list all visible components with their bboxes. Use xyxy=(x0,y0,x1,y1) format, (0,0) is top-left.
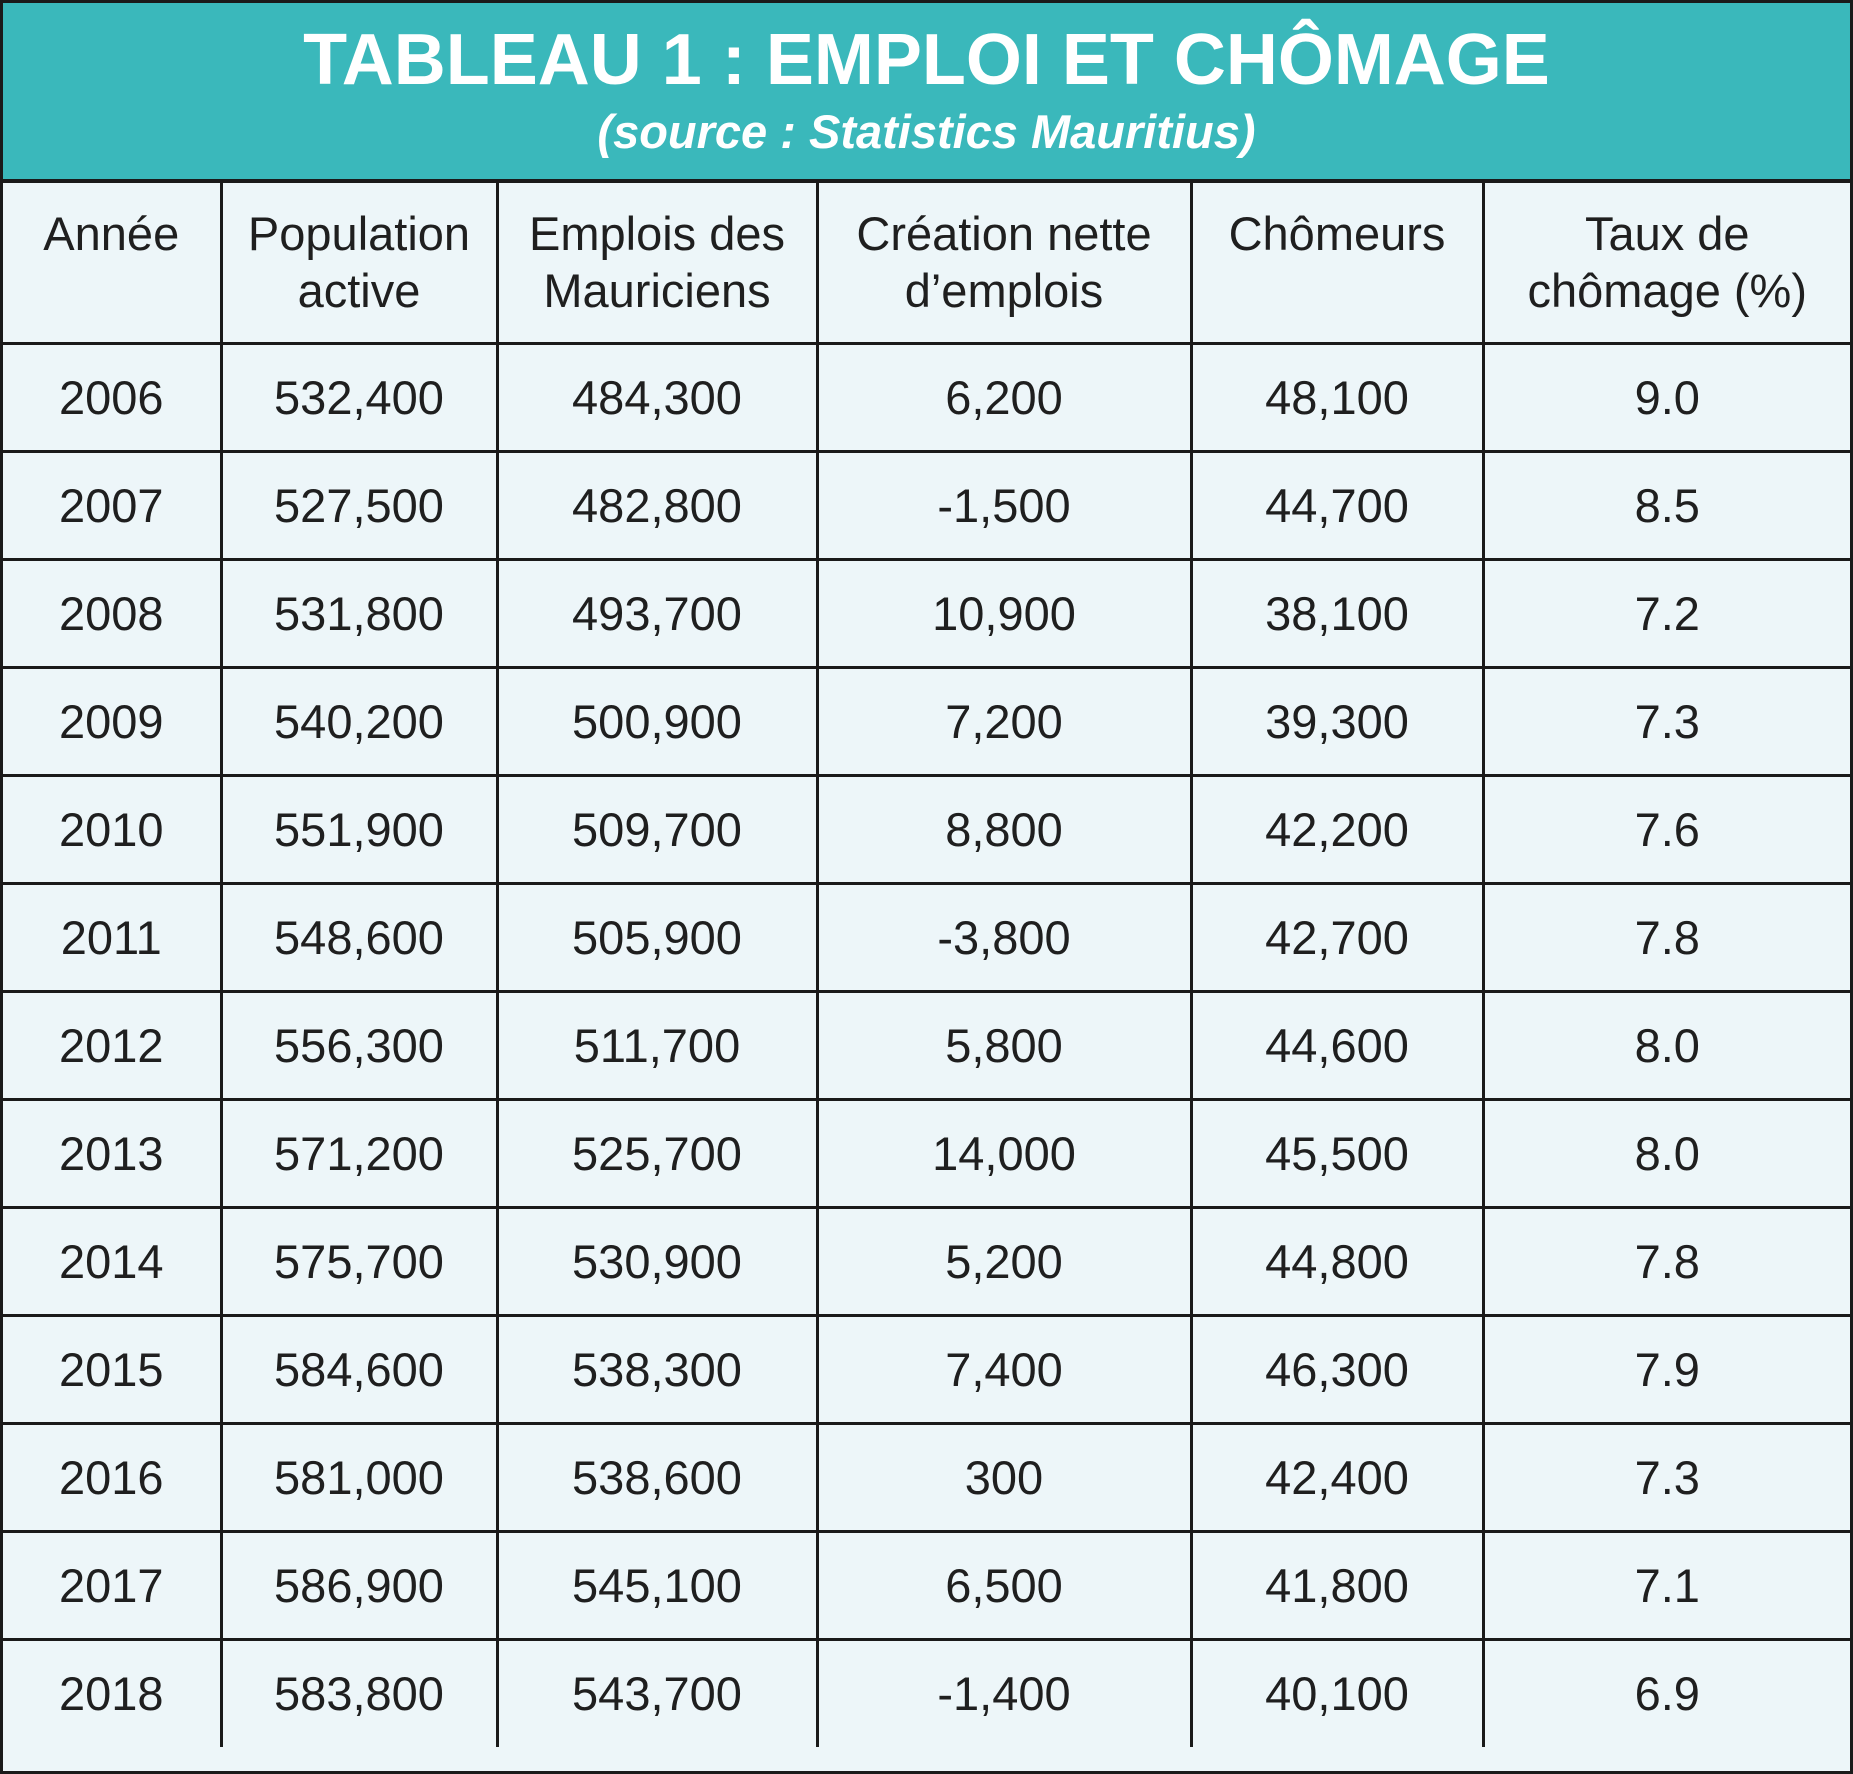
cell-population-active: 548,600 xyxy=(221,883,497,991)
cell-emplois-mauriciens: 538,600 xyxy=(497,1423,817,1531)
cell-emplois-mauriciens: 505,900 xyxy=(497,883,817,991)
column-header-annee xyxy=(3,183,221,343)
cell-annee: 2018 xyxy=(3,1639,221,1747)
table-row xyxy=(3,1423,1850,1531)
cell-chomeurs: 44,800 xyxy=(1191,1207,1483,1315)
column-header-creation-nette-emplois xyxy=(817,183,1191,343)
column-header-line: Taux de xyxy=(1584,207,1750,260)
cell-emplois-mauriciens: 500,900 xyxy=(497,667,817,775)
cell-population-active: 583,800 xyxy=(221,1639,497,1747)
cell-chomeurs: 42,400 xyxy=(1191,1423,1483,1531)
cell-emplois-mauriciens: 511,700 xyxy=(497,991,817,1099)
cell-emplois-mauriciens: 530,900 xyxy=(497,1207,817,1315)
cell-emplois-mauriciens: 484,300 xyxy=(497,343,817,451)
cell-taux-chomage: 7.8 xyxy=(1483,883,1850,991)
header-row xyxy=(3,183,1850,343)
table-row xyxy=(3,451,1850,559)
table-row xyxy=(3,667,1850,775)
cell-population-active: 540,200 xyxy=(221,667,497,775)
cell-emplois-mauriciens: 543,700 xyxy=(497,1639,817,1747)
column-header-chomeurs xyxy=(1191,183,1483,343)
cell-creation-nette-emplois: 14,000 xyxy=(817,1099,1191,1207)
cell-annee: 2017 xyxy=(3,1531,221,1639)
cell-annee: 2006 xyxy=(3,343,221,451)
cell-taux-chomage: 7.6 xyxy=(1483,775,1850,883)
column-header-line: chômage (%) xyxy=(1527,264,1807,317)
cell-taux-chomage: 6.9 xyxy=(1483,1639,1850,1747)
column-header-line: Année xyxy=(43,207,180,260)
cell-emplois-mauriciens: 545,100 xyxy=(497,1531,817,1639)
cell-chomeurs: 48,100 xyxy=(1191,343,1483,451)
cell-annee: 2012 xyxy=(3,991,221,1099)
cell-emplois-mauriciens: 525,700 xyxy=(497,1099,817,1207)
column-header-population-active xyxy=(221,183,497,343)
column-header-line: d’emplois xyxy=(904,264,1104,317)
cell-creation-nette-emplois: 7,200 xyxy=(817,667,1191,775)
column-header-emplois-mauriciens xyxy=(497,183,817,343)
cell-annee: 2007 xyxy=(3,451,221,559)
cell-creation-nette-emplois: 5,800 xyxy=(817,991,1191,1099)
cell-creation-nette-emplois: 7,400 xyxy=(817,1315,1191,1423)
cell-population-active: 571,200 xyxy=(221,1099,497,1207)
table-banner xyxy=(3,3,1850,183)
table-row xyxy=(3,1531,1850,1639)
cell-population-active: 532,400 xyxy=(221,343,497,451)
cell-taux-chomage: 9.0 xyxy=(1483,343,1850,451)
cell-taux-chomage: 8.0 xyxy=(1483,991,1850,1099)
employment-table xyxy=(3,183,1850,1747)
cell-creation-nette-emplois: 6,500 xyxy=(817,1531,1191,1639)
column-header-line: Création nette xyxy=(856,207,1152,260)
cell-taux-chomage: 7.1 xyxy=(1483,1531,1850,1639)
column-header-line: Emplois des xyxy=(529,207,785,260)
cell-chomeurs: 39,300 xyxy=(1191,667,1483,775)
cell-annee: 2009 xyxy=(3,667,221,775)
cell-creation-nette-emplois: -1,500 xyxy=(817,451,1191,559)
column-header-line: Chômeurs xyxy=(1228,207,1446,260)
cell-taux-chomage: 8.5 xyxy=(1483,451,1850,559)
cell-creation-nette-emplois: 8,800 xyxy=(817,775,1191,883)
cell-emplois-mauriciens: 493,700 xyxy=(497,559,817,667)
cell-chomeurs: 44,700 xyxy=(1191,451,1483,559)
cell-taux-chomage: 7.3 xyxy=(1483,667,1850,775)
cell-emplois-mauriciens: 509,700 xyxy=(497,775,817,883)
table-row xyxy=(3,343,1850,451)
cell-taux-chomage: 7.2 xyxy=(1483,559,1850,667)
cell-taux-chomage: 7.9 xyxy=(1483,1315,1850,1423)
cell-population-active: 531,800 xyxy=(221,559,497,667)
cell-creation-nette-emplois: -1,400 xyxy=(817,1639,1191,1747)
cell-taux-chomage: 7.8 xyxy=(1483,1207,1850,1315)
cell-chomeurs: 41,800 xyxy=(1191,1531,1483,1639)
table-row xyxy=(3,1099,1850,1207)
table-row xyxy=(3,1315,1850,1423)
cell-creation-nette-emplois: 10,900 xyxy=(817,559,1191,667)
cell-creation-nette-emplois: -3,800 xyxy=(817,883,1191,991)
cell-annee: 2010 xyxy=(3,775,221,883)
cell-chomeurs: 40,100 xyxy=(1191,1639,1483,1747)
cell-annee: 2008 xyxy=(3,559,221,667)
cell-population-active: 527,500 xyxy=(221,451,497,559)
cell-annee: 2013 xyxy=(3,1099,221,1207)
cell-annee: 2011 xyxy=(3,883,221,991)
table-row xyxy=(3,991,1850,1099)
cell-population-active: 586,900 xyxy=(221,1531,497,1639)
table-row xyxy=(3,559,1850,667)
cell-emplois-mauriciens: 482,800 xyxy=(497,451,817,559)
cell-chomeurs: 45,500 xyxy=(1191,1099,1483,1207)
table-row xyxy=(3,775,1850,883)
column-header-line: Population xyxy=(247,207,471,260)
column-header-line: Mauriciens xyxy=(543,264,771,317)
cell-chomeurs: 42,700 xyxy=(1191,883,1483,991)
table-row xyxy=(3,1207,1850,1315)
cell-creation-nette-emplois: 300 xyxy=(817,1423,1191,1531)
table-row xyxy=(3,1639,1850,1747)
cell-annee: 2015 xyxy=(3,1315,221,1423)
cell-chomeurs: 44,600 xyxy=(1191,991,1483,1099)
cell-population-active: 575,700 xyxy=(221,1207,497,1315)
cell-population-active: 551,900 xyxy=(221,775,497,883)
cell-taux-chomage: 8.0 xyxy=(1483,1099,1850,1207)
cell-emplois-mauriciens: 538,300 xyxy=(497,1315,817,1423)
cell-taux-chomage: 7.3 xyxy=(1483,1423,1850,1531)
column-header-line: active xyxy=(297,264,421,317)
column-header-taux-chomage xyxy=(1483,183,1850,343)
cell-creation-nette-emplois: 6,200 xyxy=(817,343,1191,451)
cell-annee: 2016 xyxy=(3,1423,221,1531)
cell-annee: 2014 xyxy=(3,1207,221,1315)
cell-chomeurs: 38,100 xyxy=(1191,559,1483,667)
cell-population-active: 556,300 xyxy=(221,991,497,1099)
table-source: (source : Statistics Mauritius) xyxy=(597,105,1256,158)
cell-population-active: 584,600 xyxy=(221,1315,497,1423)
table-title: TABLEAU 1 : EMPLOI ET CHÔMAGE xyxy=(303,20,1550,100)
table-row xyxy=(3,883,1850,991)
cell-chomeurs: 46,300 xyxy=(1191,1315,1483,1423)
table-body xyxy=(3,343,1850,1747)
cell-creation-nette-emplois: 5,200 xyxy=(817,1207,1191,1315)
cell-population-active: 581,000 xyxy=(221,1423,497,1531)
cell-chomeurs: 42,200 xyxy=(1191,775,1483,883)
